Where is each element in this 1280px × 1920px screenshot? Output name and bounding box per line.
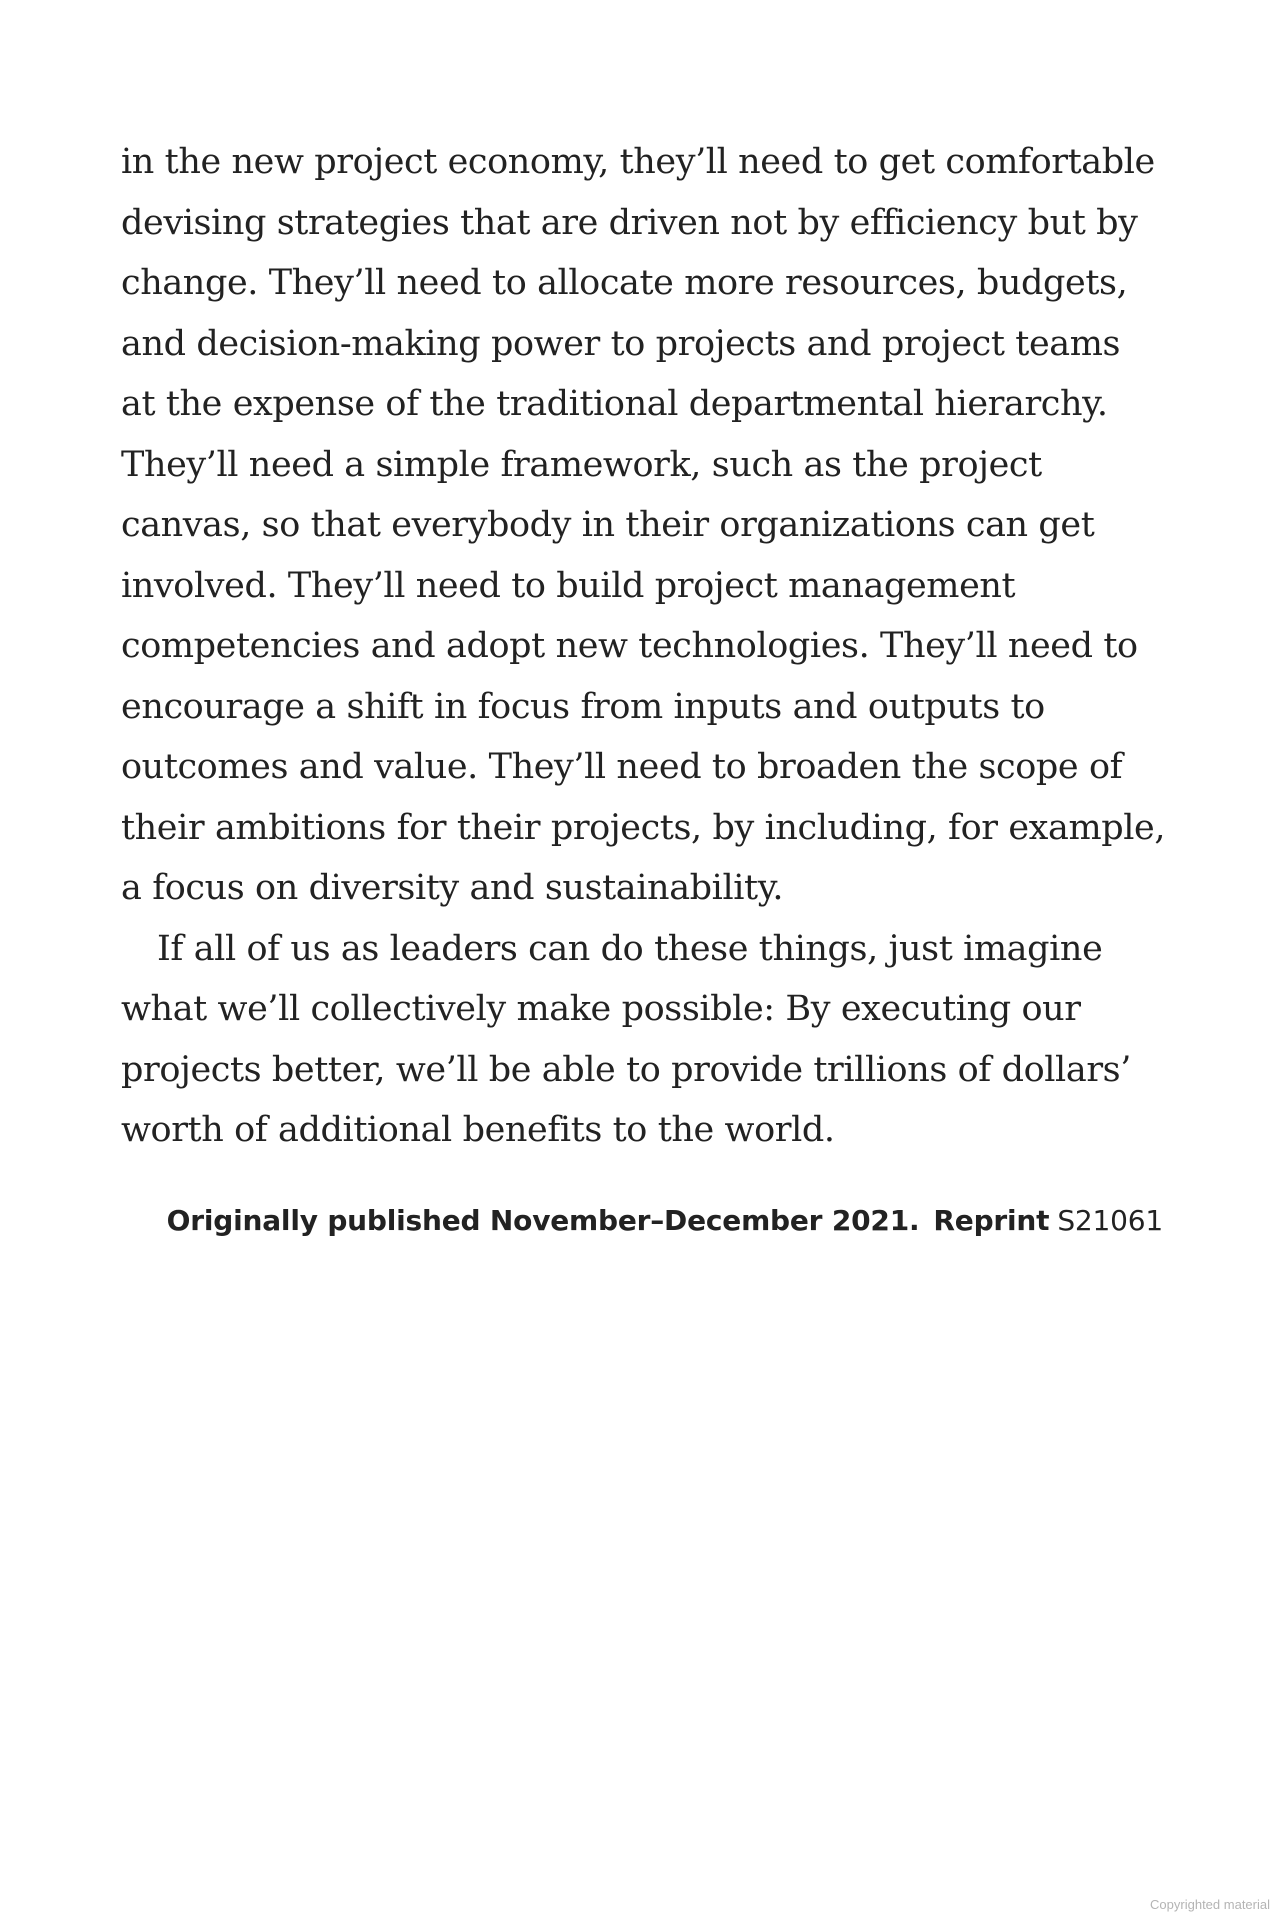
text-line: If all of us as leaders can do these things, just imagine <box>157 928 1103 969</box>
paragraph-1 <box>121 132 1171 919</box>
text-line: change. They’ll need to allocate more resources, budgets, <box>121 263 1128 303</box>
text-line: at the expense of the traditional departmental hierarchy. <box>121 384 1108 424</box>
paragraph-2 <box>121 919 1171 1161</box>
text-line: canvas, so that everybody in their organizations can get <box>121 505 1095 545</box>
text-line: devising strategies that are driven not by efficiency but by <box>121 202 1138 243</box>
text-line: outcomes and value. They’ll need to broaden the scope of <box>121 747 1123 787</box>
text-line: their ambitions for their projects, by including, for example, <box>121 807 1166 848</box>
publication-note <box>167 1204 1163 1237</box>
text-line: encourage a shift in focus from inputs and outputs to <box>121 686 1045 727</box>
reprint-label: Reprint <box>933 1204 1050 1237</box>
text-line: what we’ll collectively make possible: By executing our <box>121 989 1081 1029</box>
text-line: competencies and adopt new technologies. They’ll need to <box>121 626 1138 666</box>
reprint-code: S21061 <box>1057 1204 1163 1237</box>
text-line: a focus on diversity and sustainability. <box>121 868 784 908</box>
text-line: involved. They’ll need to build project management <box>121 565 1016 606</box>
body-text <box>121 132 1171 1161</box>
text-line: projects better, we’ll be able to provide trillions of dollars’ <box>121 1049 1131 1090</box>
text-line: They’ll need a simple framework, such as the project <box>121 444 1042 485</box>
text-line: worth of additional benefits to the world. <box>121 1110 835 1150</box>
text-line: and decision-making power to projects and project teams <box>121 323 1121 364</box>
text-line: in the new project economy, they’ll need to get comfortable <box>121 142 1155 182</box>
published-date: Originally published November–December 2021. <box>166 1204 920 1237</box>
copyright-watermark: Copyrighted material <box>1150 1897 1270 1912</box>
